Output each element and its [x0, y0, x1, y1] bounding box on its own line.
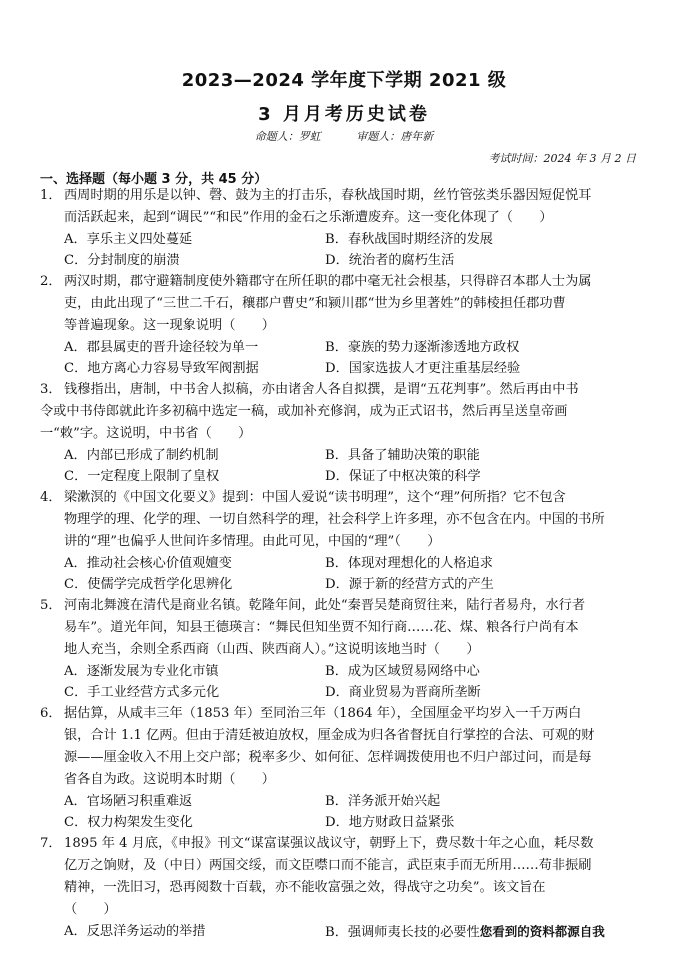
question-number: 1． — [40, 188, 62, 203]
option-d[interactable]: D．地方财政日益紧张 — [325, 815, 455, 830]
question-text: 吏，由此出现了“三世二千石，穰郡户曹史”和颍川郡“世为乡里著姓”的韩棱担任郡功曹 — [64, 296, 566, 311]
option-b — [325, 922, 605, 943]
exam-title-year: 2023—2024 学年度下学期 2021 级 — [181, 70, 507, 91]
option-a[interactable]: A．反思洋务运动的举措 — [64, 924, 206, 939]
question-text: 据估算，从咸丰三年（1853 年）至同治三年（1864 年），全国厘金平均岁入一千万两白 — [64, 706, 582, 721]
option-a[interactable]: A．郡县属吏的晋升途径较为单一 — [64, 340, 259, 355]
reviewer: 审题人：唐年新 — [356, 130, 434, 143]
option-a[interactable]: A．享乐主义四处蔓延 — [64, 232, 193, 247]
question-text: 河南北舞渡在清代是商业名镇。乾隆年间，此处“秦晋吴楚商贸往来，陆行者易舟，水行者 — [64, 598, 586, 613]
question-text: 钱穆指出，唐制，中书舍人拟稿，亦由诸舍人各自拟撰，是谓“五花判事”。然后再由中书 — [64, 382, 579, 397]
question-text: 梁漱溟的《中国文化要义》提到：中国人爱说“读书明理”，这个“理”何所指？它不包含 — [64, 490, 566, 505]
question-text: 令或中书侍郎就此许多初稿中选定一稿，或加补充修润，成为正式诏书，然后再呈送皇帝画 — [40, 404, 568, 419]
option-c[interactable]: C．手工业经营方式多元化 — [64, 685, 220, 700]
option-b[interactable]: B．成为区域贸易网络中心 — [325, 664, 480, 679]
option-a[interactable]: A．内部已形成了制约机制 — [64, 448, 219, 463]
question-text: 精神，一洗旧习，恐再阅数十百载，亦不能收富强之效，得战守之功矣”。该文旨在 — [64, 880, 546, 895]
setter: 命题人：罗虹 — [254, 130, 321, 143]
option-d[interactable]: D．统治者的腐朽生活 — [325, 253, 455, 268]
question-text: 1895 年 4 月底，《申报》刊文“谋富谋强议战议守，朝野上下，费尽数十年之心血，耗尽数 — [64, 836, 594, 851]
question-text: 源——厘金收入不用上交户部；税率多少、如何征、怎样调拨使用也不归户部过问，而是每 — [64, 750, 592, 765]
question-number: 7． — [40, 836, 62, 851]
option-d[interactable]: D．商业贸易为晋商所垄断 — [325, 685, 481, 700]
option-a[interactable]: A．推动社会核心价值观嬗变 — [64, 556, 232, 571]
option-a[interactable]: A．官场陋习积重难返 — [64, 794, 193, 809]
question-text: 地人充当，余则全系西商（山西、陕西商人）。”这说明该地当时（ ） — [64, 642, 480, 657]
question-number: 3． — [40, 382, 62, 397]
option-c[interactable]: C．分封制度的崩溃 — [64, 253, 180, 268]
section-heading: 一、选择题（每小题 3 分，共 45 分） — [40, 172, 268, 187]
option-c[interactable]: C．使儒学完成哲学化思辨化 — [64, 577, 233, 592]
question-text: 省各自为政。这说明本时期（ ） — [64, 772, 275, 787]
exam-title: 3 月月考历史试卷 — [258, 104, 430, 125]
question-text: 一“敕”字。这说明，中书省（ ） — [40, 426, 252, 441]
question-text: 银，合计 1.1 亿两。但由于清廷被迫放权，厘金成为归各省督抚自行掌控的合法、可观的财 — [64, 728, 595, 743]
question-number: 2． — [40, 274, 62, 289]
question-number: 6． — [40, 706, 62, 721]
question-text: 易车”。道光年间，知县王德瑛言：“舞民但知坐贾不知行商……花、煤、粮各行户尚有本 — [64, 620, 579, 635]
question-text: 而活跃起来，起到“调民”“和民”作用的金石之乐渐遭废弃。这一变化体现了（ ） — [64, 210, 553, 225]
exam-time: 考试时间：2024 年 3 月 2 日 — [488, 152, 636, 165]
question-text: 两汉时期，郡守避籍制度使外籍郡守在所任职的郡中毫无社会根基，只得辟召本郡人士为属 — [64, 274, 592, 289]
question-number: 4． — [40, 490, 62, 505]
question-text: 讲的“理”也偏乎人世间许多情理。由此可见，中国的“理”（ ） — [64, 534, 441, 549]
option-c[interactable]: C．地方离心力容易导致军阀割据 — [64, 361, 259, 376]
option-d[interactable]: D．国家选拔人才更注重基层经验 — [325, 361, 521, 376]
question-text: 等普遍现象。这一现象说明（ ） — [64, 318, 275, 333]
question-number: 5． — [40, 598, 62, 613]
question-text: 西周时期的用乐是以钟、磬、鼓为主的打击乐，春秋战国时期，丝竹管弦类乐器因短促悦耳 — [64, 188, 592, 203]
question-text: 物理学的理、化学的理、一切自然科学的理，社会科学上许多理，亦不包含在内。中国的书所 — [64, 512, 605, 527]
option-c[interactable]: C．一定程度上限制了皇权 — [64, 469, 220, 484]
option-a[interactable]: A．逐渐发展为专业化市镇 — [64, 664, 219, 679]
option-b[interactable]: B．春秋战国时期经济的发展 — [325, 232, 493, 247]
option-b[interactable]: B．具备了辅助决策的职能 — [325, 448, 480, 463]
option-c[interactable]: C．权力构架发生变化 — [64, 815, 193, 830]
option-b[interactable]: B．洋务派开始兴起 — [325, 794, 441, 809]
question-text: 亿万之饷财，及（中日）两国交绥，而文臣噤口而不能言，武臣束手而无所用……苟非振刷 — [64, 858, 592, 873]
option-d[interactable]: D．保证了中枢决策的科学 — [325, 469, 481, 484]
option-b[interactable]: B．体现对理想化的人格追求 — [325, 556, 493, 571]
watermark: 您看到的资料都源自我 — [479, 924, 605, 939]
option-b[interactable]: B．豪族的势力逐渐渗透地方政权 — [325, 340, 520, 355]
question-text: （ ） — [64, 902, 117, 917]
option-b-text[interactable]: B．强调师夷长技的必要性 — [325, 925, 480, 940]
authors-line — [0, 128, 688, 144]
option-d[interactable]: D．源于新的经营方式的产生 — [325, 577, 494, 592]
